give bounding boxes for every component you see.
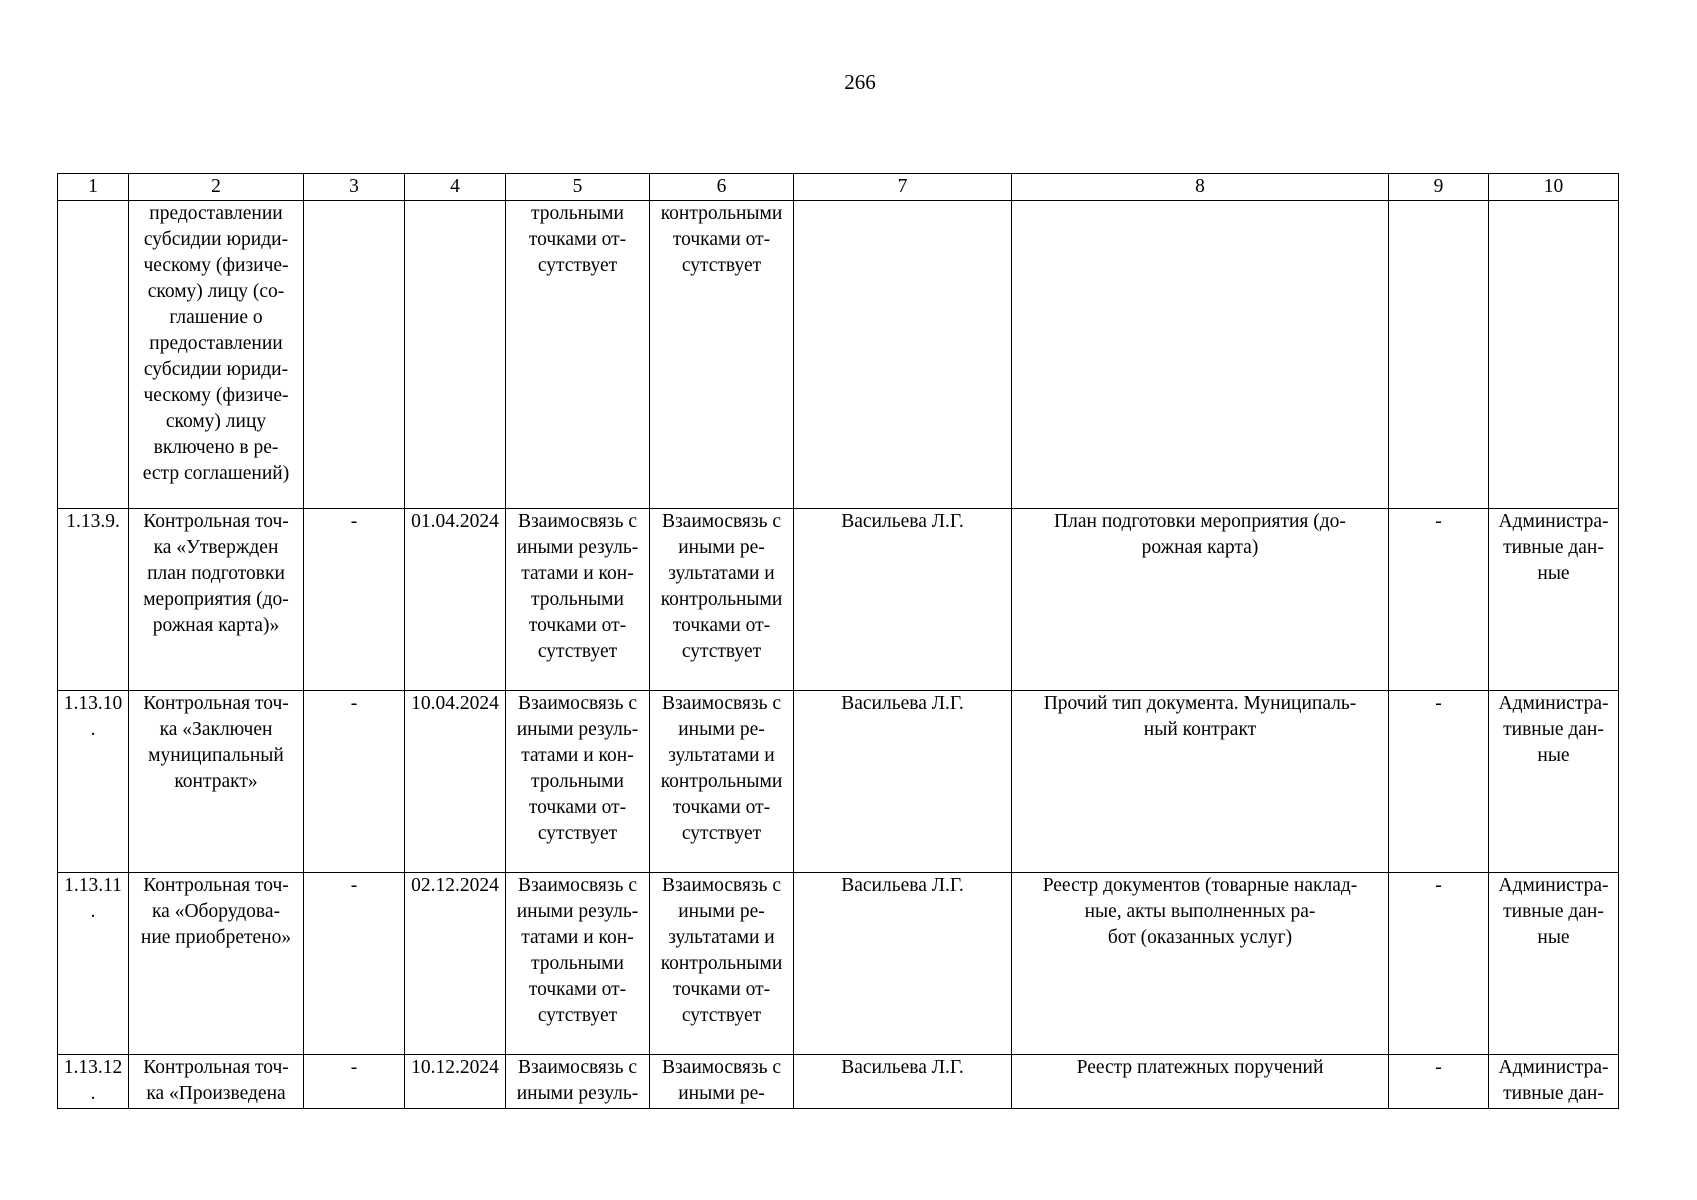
responsible-person: Васильева Л.Г.	[794, 1055, 1012, 1109]
info-system: Администра- тивные дан-	[1489, 1055, 1619, 1109]
end-date	[405, 201, 506, 509]
column-number-row	[58, 174, 1619, 201]
responsible-person: Васильева Л.Г.	[794, 509, 1012, 691]
start-date: -	[304, 691, 405, 873]
successor-link: контрольными точками от- сутствует	[650, 201, 794, 509]
responsible-person: Васильева Л.Г.	[794, 691, 1012, 873]
column-number: 3	[304, 174, 405, 201]
plan-table	[57, 173, 1619, 1109]
start-date: -	[304, 873, 405, 1055]
info-system: Администра- тивные дан- ные	[1489, 691, 1619, 873]
start-date	[304, 201, 405, 509]
successor-link: Взаимосвязь с иными ре- зультатами и контрольными точками от- сутствует	[650, 691, 794, 873]
table-row	[58, 691, 1619, 873]
column-9-value: -	[1389, 873, 1489, 1055]
item-name: Контрольная точ- ка «Оборудова- ние приобретено»	[129, 873, 304, 1055]
column-number: 5	[506, 174, 650, 201]
document-type: Реестр платежных поручений	[1012, 1055, 1389, 1109]
document-type	[1012, 201, 1389, 509]
predecessor-link: Взаимосвязь с иными резуль- татами и кон- трольными точками от- сутствует	[506, 691, 650, 873]
end-date: 02.12.2024	[405, 873, 506, 1055]
column-9-value	[1389, 201, 1489, 509]
end-date: 10.12.2024	[405, 1055, 506, 1109]
table-row	[58, 873, 1619, 1055]
predecessor-link: Взаимосвязь с иными резуль- татами и кон- трольными точками от- сутствует	[506, 873, 650, 1055]
predecessor-link: трольными точками от- сутствует	[506, 201, 650, 509]
item-number: 1.13.10 .	[58, 691, 129, 873]
column-9-value: -	[1389, 691, 1489, 873]
table-row	[58, 201, 1619, 509]
column-number: 9	[1389, 174, 1489, 201]
item-name: Контрольная точ- ка «Произведена	[129, 1055, 304, 1109]
table-row	[58, 509, 1619, 691]
start-date: -	[304, 509, 405, 691]
column-9-value: -	[1389, 509, 1489, 691]
column-number: 10	[1489, 174, 1619, 201]
column-9-value: -	[1389, 1055, 1489, 1109]
end-date: 01.04.2024	[405, 509, 506, 691]
info-system: Администра- тивные дан- ные	[1489, 873, 1619, 1055]
successor-link: Взаимосвязь с иными ре- зультатами и контрольными точками от- сутствует	[650, 509, 794, 691]
item-name: Контрольная точ- ка «Утвержден план подготовки мероприятия (до- рожная карта)»	[129, 509, 304, 691]
document-type: Реестр документов (товарные наклад- ные, акты выполненных ра- бот (оказанных услуг)	[1012, 873, 1389, 1055]
item-number: 1.13.11 .	[58, 873, 129, 1055]
item-number: 1.13.12 .	[58, 1055, 129, 1109]
predecessor-link: Взаимосвязь с иными резуль- татами и кон- трольными точками от- сутствует	[506, 509, 650, 691]
document-type: План подготовки мероприятия (до- рожная карта)	[1012, 509, 1389, 691]
end-date: 10.04.2024	[405, 691, 506, 873]
table-row	[58, 1055, 1619, 1109]
item-number: 1.13.9.	[58, 509, 129, 691]
info-system	[1489, 201, 1619, 509]
successor-link: Взаимосвязь с иными ре- зультатами и контрольными точками от- сутствует	[650, 873, 794, 1055]
column-number: 1	[58, 174, 129, 201]
column-number: 7	[794, 174, 1012, 201]
document-type: Прочий тип документа. Муниципаль- ный контракт	[1012, 691, 1389, 873]
column-number: 2	[129, 174, 304, 201]
column-number: 6	[650, 174, 794, 201]
successor-link: Взаимосвязь с иными ре-	[650, 1055, 794, 1109]
responsible-person: Васильева Л.Г.	[794, 873, 1012, 1055]
column-number: 8	[1012, 174, 1389, 201]
column-number: 4	[405, 174, 506, 201]
responsible-person	[794, 201, 1012, 509]
info-system: Администра- тивные дан- ные	[1489, 509, 1619, 691]
start-date: -	[304, 1055, 405, 1109]
page-number: 266	[844, 70, 876, 94]
item-name: предоставлении субсидии юриди- ческому (физиче- скому) лицу (со- глашение о предоставлении субсидии юриди- ческому (физиче- скому) лицу включено в ре- естр соглашений)	[129, 201, 304, 509]
item-name: Контрольная точ- ка «Заключен муниципальный контракт»	[129, 691, 304, 873]
predecessor-link: Взаимосвязь с иными резуль-	[506, 1055, 650, 1109]
item-number	[58, 201, 129, 509]
